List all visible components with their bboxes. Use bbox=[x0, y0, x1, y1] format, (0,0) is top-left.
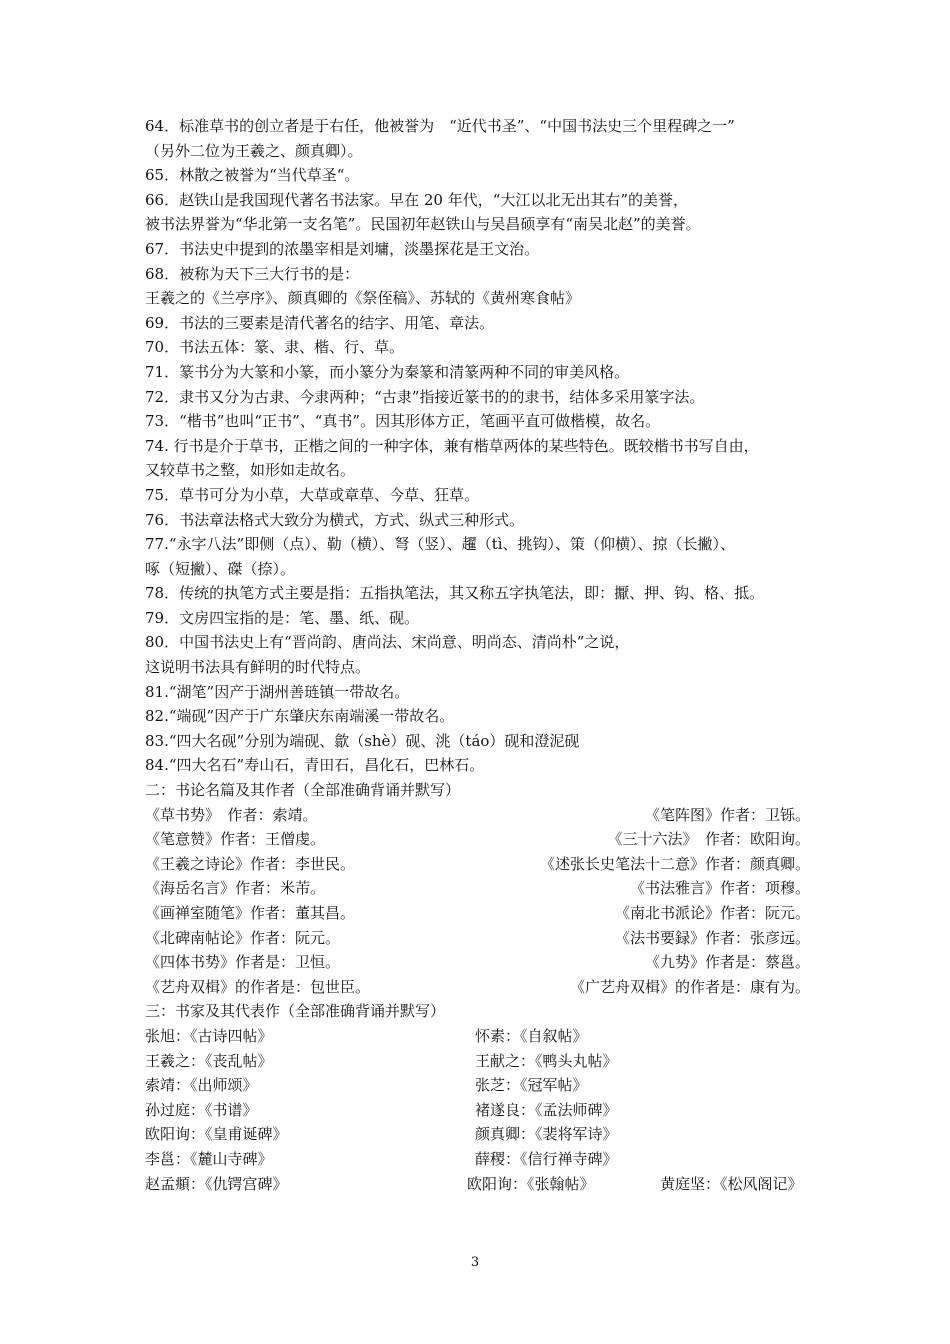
calligrapher-left: 李邕：《麓山寺碑》 bbox=[145, 1149, 273, 1168]
calligrapher-right: 王献之：《鸭头丸帖》 bbox=[475, 1051, 618, 1070]
item-line: 68．被称为天下三大行书的是： bbox=[145, 264, 360, 283]
page-content bbox=[145, 114, 810, 1196]
treatise-right: 《述张长史笔法十二意》作者：颜真卿。 bbox=[539, 854, 810, 873]
item-line: 82.“端砚”因产于广东肇庆东南端溪一带故名。 bbox=[145, 707, 455, 726]
treatise-right: 《广艺舟双楫》的作者是：康有为。 bbox=[569, 977, 810, 996]
item-line: （另外二位为王羲之、颜真卿）。 bbox=[145, 141, 363, 160]
calligrapher-row bbox=[145, 1098, 810, 1123]
item-line: 67．书法史中提到的浓墨宰相是刘墉，淡墨探花是王文治。 bbox=[145, 239, 540, 258]
item-line: 75．草书可分为小草，大草或章草、今草、狂草。 bbox=[145, 485, 480, 504]
item-line: 77.“永字八法”即侧（点）、勒（横）、弩（竖）、趯（tì、挑钩）、策（仰横）、掠（长撇）、 bbox=[145, 535, 736, 554]
item-line: 71．篆书分为大篆和小篆，而小篆分为秦篆和清篆两种不同的审美风格。 bbox=[145, 362, 630, 381]
item-line: 79．文房四宝指的是：笔、墨、纸、砚。 bbox=[145, 608, 420, 627]
item-line: 被书法界誉为“华北第一支名笔”。民国初年赵铁山与吴昌硕享有“南吴北赵”的美誉。 bbox=[145, 215, 701, 234]
calligrapher-right: 黄庭坚：《松风阁记》 bbox=[660, 1174, 803, 1193]
treatise-row bbox=[145, 975, 810, 1000]
treatise-right: 《三十六法》 作者：欧阳询。 bbox=[607, 830, 810, 849]
treatise-left: 《艺舟双楫》的作者是：包世臣。 bbox=[145, 977, 371, 996]
calligrapher-left: 王羲之：《丧乱帖》 bbox=[145, 1051, 273, 1070]
item-line: 又较草书之整，如形如走故名。 bbox=[145, 461, 356, 480]
calligrapher-right: 颜真卿：《裴将军诗》 bbox=[475, 1125, 618, 1144]
calligrapher-left: 欧阳询：《皇甫诞碑》 bbox=[145, 1125, 288, 1144]
treatise-right: 《九势》作者是：蔡邕。 bbox=[644, 953, 810, 972]
item-line: 64．标准草书的创立者是于右任，他被誉为 “近代书圣”、“中国书法史三个里程碑之一” bbox=[145, 117, 735, 135]
item-line: 王羲之的《兰亭序》、颜真卿的《祭侄稿》、苏轼的《黄州寒食帖》 bbox=[145, 289, 581, 308]
calligrapher-row bbox=[145, 1122, 810, 1147]
item-line: 76．书法章法格式大致分为横式，方式、纵式三种形式。 bbox=[145, 510, 525, 529]
treatise-left: 《王羲之诗论》作者：李世民。 bbox=[145, 854, 356, 873]
item-line: 84.“四大名石”寿山石，青田石，昌化石，巴林石。 bbox=[145, 756, 485, 775]
item-line: 65．林散之被誉为“当代草圣“。 bbox=[145, 166, 360, 185]
treatise-row bbox=[145, 876, 810, 901]
calligrapher-right: 褚遂良：《孟法师碑》 bbox=[475, 1100, 618, 1119]
calligrapher-left: 赵孟頫：《仇锷宫碑》 bbox=[145, 1174, 288, 1193]
item-line: 这说明书法具有鲜明的时代特点。 bbox=[145, 658, 371, 677]
treatise-row bbox=[145, 852, 810, 877]
calligrapher-right: 张芝：《冠军帖》 bbox=[475, 1076, 588, 1095]
treatise-right: 《笔阵图》作者：卫铄。 bbox=[644, 805, 810, 824]
calligrapher-right: 怀素：《自叙帖》 bbox=[475, 1026, 588, 1045]
treatise-right: 《南北书派论》作者：阮元。 bbox=[614, 904, 810, 922]
treatise-row bbox=[145, 803, 810, 828]
treatise-left: 《画禅室随笔》作者：董其昌。 bbox=[145, 904, 356, 922]
item-line: 70．书法五体：篆、隶、楷、行、草。 bbox=[145, 338, 405, 357]
treatise-left: 《北碑南帖论》作者：阮元。 bbox=[145, 928, 341, 947]
treatise-left: 《海岳名言》作者：米芾。 bbox=[145, 879, 326, 898]
calligrapher-row bbox=[145, 1172, 810, 1197]
item-line: 73．“楷书”也叫“正书”、“真书”。因其形体方正，笔画平直可做楷模，故名。 bbox=[145, 412, 661, 431]
calligrapher-left: 索靖：《出师颂》 bbox=[145, 1076, 258, 1095]
item-line: 72．隶书又分为古隶、今隶两种；“古隶”指接近篆书的的隶书，结体多采用篆字法。 bbox=[145, 387, 705, 406]
calligrapher-row bbox=[145, 1049, 810, 1074]
treatise-right: 《法书要録》作者：张彦远。 bbox=[614, 928, 810, 947]
treatise-right: 《书法雅言》作者：项穆。 bbox=[629, 879, 810, 898]
page-number: 3 bbox=[470, 1255, 480, 1270]
calligrapher-left: 孙过庭：《书谱》 bbox=[145, 1100, 258, 1119]
calligrapher-left: 张旭：《古诗四帖》 bbox=[145, 1026, 273, 1045]
calligrapher-row bbox=[145, 1073, 810, 1098]
item-line: 81.“湖笔”因产于湖州善琏镇一带故名。 bbox=[145, 682, 410, 701]
item-line: 83.“四大名砚”分别为端砚、歙（shè）砚、洮（táo）砚和澄泥砚 bbox=[145, 731, 580, 750]
treatise-left: 《四体书势》作者是：卫恒。 bbox=[145, 953, 341, 972]
treatise-left: 《笔意赞》作者：王僧虔。 bbox=[145, 830, 326, 849]
calligrapher-row bbox=[145, 1147, 810, 1172]
treatise-left: 《草书势》 作者：索靖。 bbox=[145, 805, 318, 824]
calligrapher-row bbox=[145, 1024, 810, 1049]
item-line: 66．赵铁山是我国现代著名书法家。早在 20 年代，“大江以北无出其右”的美誉， bbox=[145, 190, 689, 209]
calligrapher-right: 薛稷：《信行禅寺碑》 bbox=[475, 1149, 618, 1168]
calligrapher-middle: 欧阳询：《张翰帖》 bbox=[467, 1174, 595, 1193]
treatise-row bbox=[145, 926, 810, 951]
section-heading-treatises: 二：书论名篇及其作者（全部准确背诵并默写） bbox=[145, 781, 461, 800]
treatise-row bbox=[145, 827, 810, 852]
item-line: 74. 行书是介于草书，正楷之间的一种字体，兼有楷草两体的某些特色。既较楷书书写自由， bbox=[145, 436, 759, 455]
item-line: 啄（短撇）、磔（捺）。 bbox=[145, 559, 296, 578]
item-line: 78．传统的执笔方式主要是指：五指执笔法，其又称五字执笔法，即：擫、押、钩、格、抵。 bbox=[145, 584, 765, 603]
treatise-row bbox=[145, 901, 810, 926]
section-heading-calligraphers: 三：书家及其代表作（全部准确背诵并默写） bbox=[145, 1002, 446, 1021]
item-line: 69．书法的三要素是清代著名的结字、用笔、章法。 bbox=[145, 313, 495, 332]
treatise-row bbox=[145, 950, 810, 975]
item-line: 80．中国书法史上有“晋尚韵、唐尚法、宋尚意、明尚态、清尚朴”之说， bbox=[145, 633, 630, 652]
